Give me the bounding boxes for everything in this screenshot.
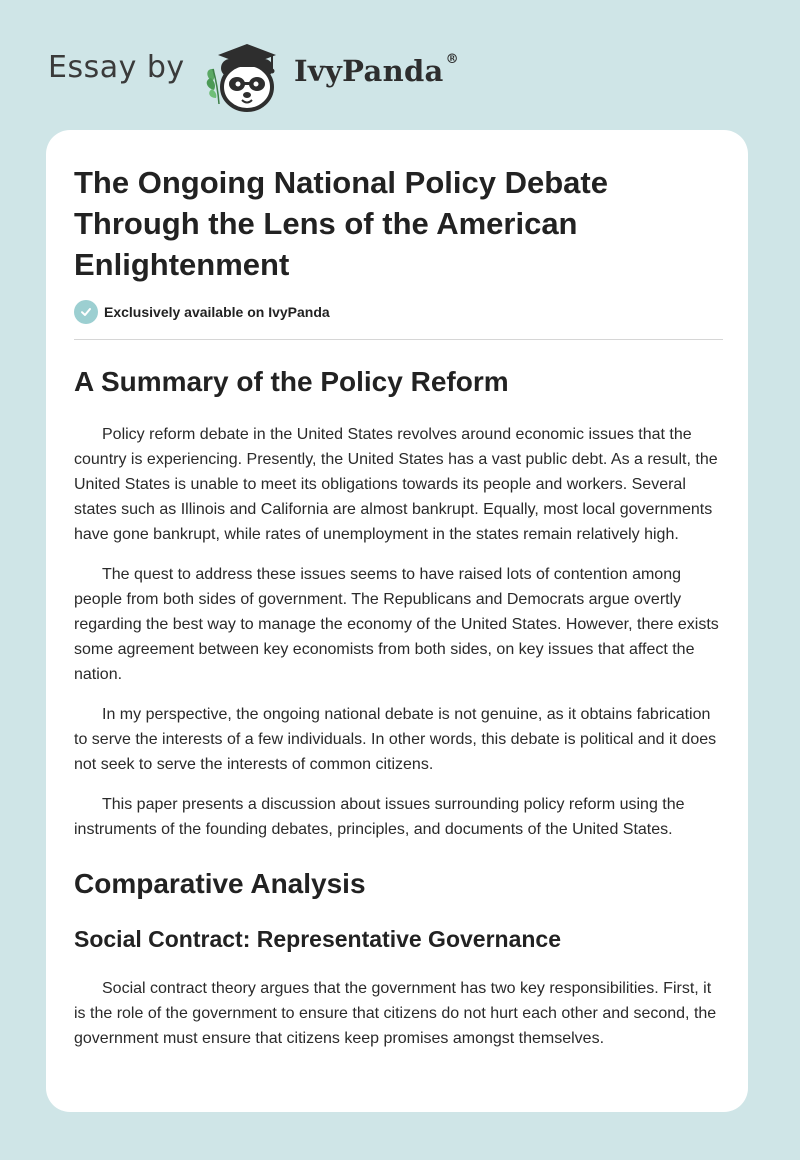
essay-title: The Ongoing National Policy Debate Through the Lens of the American Enlightenment [74,165,608,282]
registered-mark: ® [445,52,459,67]
paragraph: In my perspective, the ongoing national debate is not genuine, as it obtains fabrication to serve the interests of a few individuals. In other words, this debate is political and it does not seek to serve the interests of common citizens. [74,706,717,773]
paragraph: This paper presents a discussion about issues surrounding policy reform using the instruments of the founding debates, principles, and documents of the United States. [74,796,685,838]
essay-content [74,162,723,1051]
paragraph: Policy reform debate in the United States revolves around economic issues that the country is experiencing. Presently, the United States has a vast public debt. As a result, the United States is unable to meet its obligations towards its people and workers. Several states such as Illinois and California are almost bankrupt. Equally, most local governments have gone bankrupt, while rates of unemployment in the states remain relatively high. [74,426,718,543]
paragraph: Social contract theory argues that the government has two key responsibilities. First, it is the role of the government to ensure that citizens do not hurt each other and second, the government must ensure that citizens keep promises amongst themselves. [74,980,717,1047]
section-heading-comparative-analysis: Comparative Analysis [74,868,366,899]
brand-name[interactable]: IvyPanda ® [294,52,459,88]
badge-text: Exclusively available on IvyPanda [104,304,330,320]
paragraph: The quest to address these issues seems to have raised lots of contention among people from both sides of government. The Republicans and Democrats argue overtly regarding the best way to manage the economy of the United States. However, there exists some agreement between key economists from both sides, on key issues that affect the nation. [74,566,719,683]
check-icon [74,300,98,324]
essay-card [46,130,748,1112]
subsection-heading-social-contract: Social Contract: Representative Governance [74,926,561,952]
panda-logo-icon[interactable] [202,38,292,114]
exclusive-badge [74,299,723,325]
section-heading-summary: A Summary of the Policy Reform [74,366,509,397]
essay-by-label: Essay by [48,50,185,85]
divider [74,339,723,340]
site-header [48,36,508,116]
